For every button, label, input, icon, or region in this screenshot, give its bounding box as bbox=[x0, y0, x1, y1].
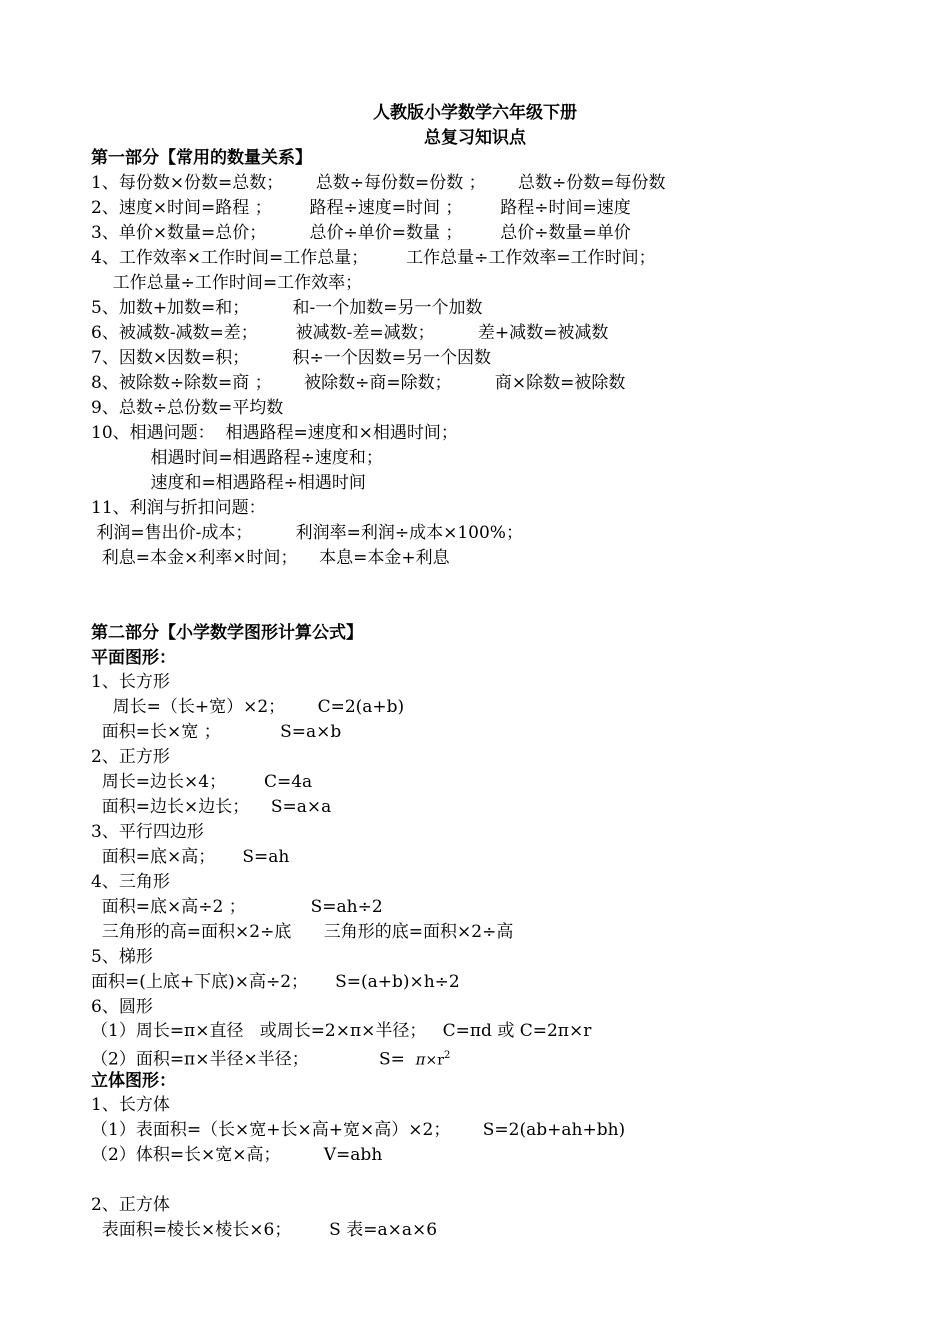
plane-line-13: 面积=(上底+下底)×高÷2； S=(a+b)×h÷2 bbox=[91, 972, 460, 992]
part1-line-14: 11、利润与折扣问题： bbox=[91, 498, 266, 518]
doc-title-line2: 总复习知识点 bbox=[424, 128, 526, 148]
circle-area-tail: ×r bbox=[425, 1052, 444, 1069]
part1-line-10: 9、总数÷总份数=平均数 bbox=[91, 398, 284, 418]
plane-line-14: 6、圆形 bbox=[91, 997, 153, 1017]
part1-line-1: 1、每份数×份数=总数； 总数÷每份数=份数 ； 总数÷份数=每份数 bbox=[91, 173, 666, 193]
part1-line-15: 利润=售出价-成本； 利润率=利润÷成本×100%； bbox=[91, 523, 523, 543]
plane-heading: 平面图形： bbox=[91, 648, 176, 668]
plane-line-4: 2、正方形 bbox=[91, 747, 170, 767]
part1-line-11: 10、相遇问题： 相遇路程=速度和×相遇时间； bbox=[91, 423, 458, 443]
solid-heading: 立体图形： bbox=[91, 1071, 176, 1091]
plane-line-11: 三角形的高=面积×2÷底 三角形的底=面积×2÷高 bbox=[91, 922, 514, 942]
part1-line-3: 3、单价×数量=总价； 总价÷单价=数量 ； 总价÷数量=单价 bbox=[91, 223, 631, 243]
plane-line-1: 1、长方形 bbox=[91, 672, 170, 692]
part2-heading: 第二部分【小学数学图形计算公式】 bbox=[91, 623, 363, 643]
part1-line-9: 8、被除数÷除数=商 ； 被除数÷商=除数； 商×除数=被除数 bbox=[91, 373, 626, 393]
solid-line-2: （1）表面积=（长×宽+长×高+宽×高）×2； S=2(ab+ah+bh) bbox=[91, 1120, 626, 1140]
part1-line-12: 相遇时间=相遇路程÷速度和； bbox=[91, 448, 383, 468]
plane-line-8: 面积=底×高； S=ah bbox=[91, 847, 290, 867]
plane-line-15: （1）周长=π×直径 或周长=2×π×半径； C=πd 或 C=2π×r bbox=[91, 1021, 592, 1041]
part1-line-5: 工作总量÷工作时间=工作效率； bbox=[91, 273, 363, 293]
part1-line-6: 5、加数+加数=和； 和-一个加数=另一个加数 bbox=[91, 298, 483, 318]
doc-title-line1: 人教版小学数学六年级下册 bbox=[373, 103, 577, 123]
part1-line-7: 6、被减数-减数=差； 被减数-差=减数； 差+减数=被减数 bbox=[91, 323, 609, 343]
solid-line-3: （2）体积=长×宽×高； V=abh bbox=[91, 1145, 383, 1165]
solid-line-4: 2、正方体 bbox=[91, 1195, 170, 1215]
plane-line-7: 3、平行四边形 bbox=[91, 822, 204, 842]
plane-line-10: 面积=底×高÷2 ； S=ah÷2 bbox=[91, 897, 383, 917]
circle-area-pi: π bbox=[415, 1050, 426, 1069]
plane-line-2: 周长=（长+宽）×2； C=2(a+b) bbox=[91, 697, 405, 717]
plane-line-9: 4、三角形 bbox=[91, 872, 170, 892]
plane-line-3: 面积=长×宽 ； S=a×b bbox=[91, 722, 342, 742]
part1-line-2: 2、速度×时间=路程 ； 路程÷速度=时间 ； 路程÷时间=速度 bbox=[91, 198, 631, 218]
plane-line-6: 面积=边长×边长； S=a×a bbox=[91, 797, 332, 817]
solid-line-1: 1、长方体 bbox=[91, 1095, 170, 1115]
part1-line-4: 4、工作效率×工作时间=工作总量； 工作总量÷工作效率=工作时间； bbox=[91, 248, 656, 268]
solid-line-5: 表面积=棱长×棱长×6； S 表=a×a×6 bbox=[91, 1220, 438, 1240]
circle-area-text: （2）面积=π×半径×半径； S= bbox=[91, 1049, 416, 1070]
plane-line-5: 周长=边长×4； C=4a bbox=[91, 772, 313, 792]
part1-line-8: 7、因数×因数=积； 积÷一个因数=另一个因数 bbox=[91, 348, 492, 368]
part1-heading: 第一部分【常用的数量关系】 bbox=[91, 148, 312, 168]
part1-line-13: 速度和=相遇路程÷相遇时间 bbox=[91, 473, 366, 493]
part1-line-16: 利息=本金×利率×时间； 本息=本金+利息 bbox=[91, 548, 450, 568]
plane-line-12: 5、梯形 bbox=[91, 947, 153, 967]
circle-area-sup: 2 bbox=[443, 1050, 451, 1061]
circle-area-line bbox=[91, 1044, 450, 1068]
